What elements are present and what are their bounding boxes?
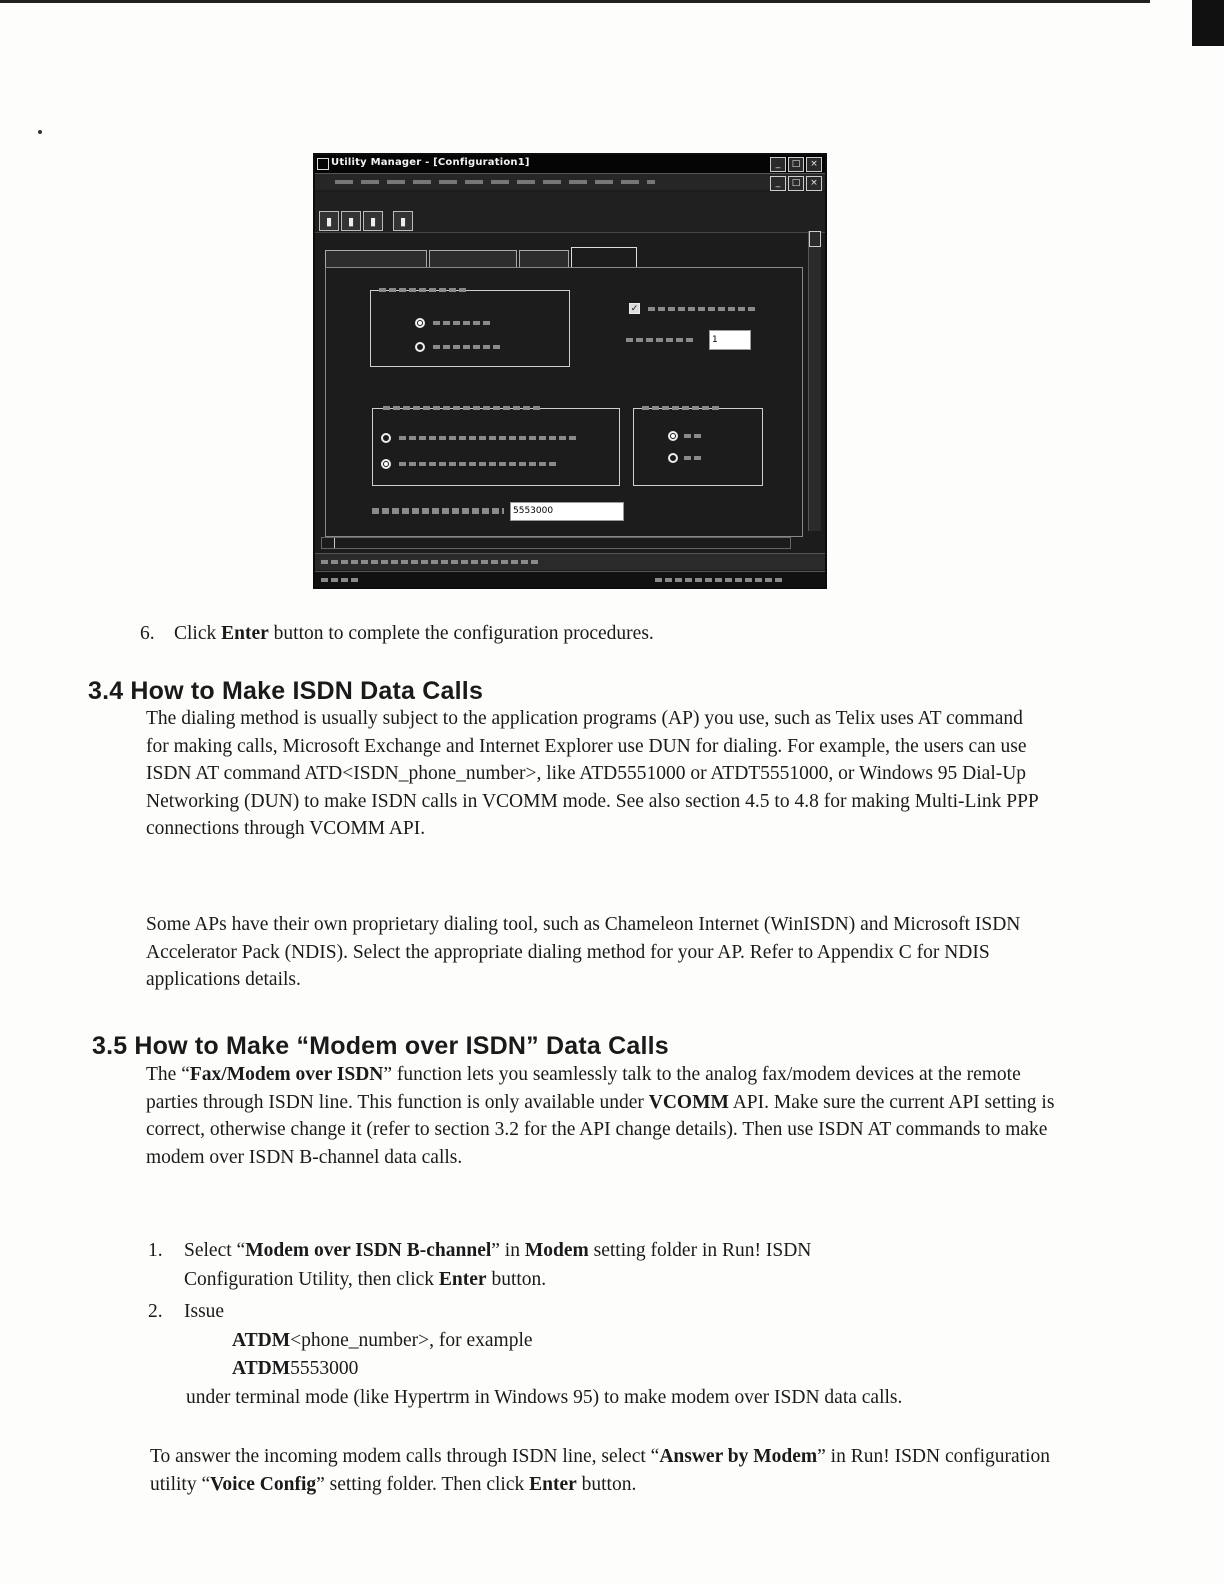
text-run: 5553000 (290, 1358, 359, 1379)
text-run: ” setting folder. Then click (316, 1473, 530, 1495)
menu-items-blurred (335, 180, 655, 184)
scan-corner-mark (1192, 0, 1224, 46)
step-6 (140, 621, 654, 647)
step-text: button to complete the configuration procedures. (268, 623, 654, 644)
tab-3[interactable] (519, 250, 569, 267)
radio-label-blurred (684, 434, 704, 438)
section-3-4-paragraph-1: The dialing method is usually subject to the application programs (AP) you use, such as Telix uses AT command for making calls, Microsoft Exchange and Internet Explorer use DUN for dialing. For example, the users can use ISDN AT command ATD<ISDN_phone_number>, like ATD5551000 or ATDT5551000, or Windows 95 Dial-Up Networking (DUN) to make ISDN calls in VCOMM mode. See also section 4.5 to 4.8 for making Multi-Link PPP connections through VCOMM API. (146, 708, 1039, 839)
list-number: 1. (148, 1240, 163, 1261)
section-number: 3.5 (92, 1032, 128, 1060)
bold-run: VCOMM (648, 1091, 729, 1113)
group-label-blurred (379, 288, 469, 292)
radio-option-1[interactable] (415, 318, 425, 328)
section-3-5-paragraph-1 (146, 1061, 1066, 1171)
text-run: Issue (184, 1301, 225, 1322)
radio-option-6[interactable] (668, 453, 678, 463)
settings-panel (325, 267, 803, 537)
group-label-blurred (383, 406, 543, 410)
command-example-2 (232, 1355, 358, 1383)
checkbox-label-blurred (648, 307, 758, 311)
radio-label-blurred (399, 436, 579, 440)
list-item-2-tail: under terminal mode (like Hypertrm in Windows 95) to make modem over ISDN data calls. (186, 1387, 903, 1408)
child-window-controls (770, 176, 822, 191)
minimize-button[interactable]: _ (770, 157, 786, 172)
child-restore-button[interactable]: □ (788, 176, 804, 191)
open-file-icon[interactable]: ▮ (341, 211, 361, 231)
text-run: ” in (491, 1240, 525, 1261)
radio-label-blurred (433, 321, 493, 325)
bold-run: Answer by Modem (659, 1446, 818, 1467)
radio-label-blurred (684, 456, 704, 460)
menu-bar[interactable] (315, 174, 825, 190)
group-label-blurred (642, 406, 722, 410)
child-minimize-button[interactable]: _ (770, 176, 786, 191)
section-title: How to Make “Modem over ISDN” Data Calls (134, 1032, 669, 1060)
spin-field[interactable]: 1 (709, 330, 751, 350)
list-item-1-line-2 (184, 1266, 546, 1294)
bold-run: Voice Config (210, 1473, 317, 1495)
phone-number-field[interactable]: 5553000 (510, 502, 624, 521)
option-group-3 (633, 408, 763, 486)
settings-tabs (325, 250, 639, 268)
radio-option-5[interactable] (668, 431, 678, 441)
scan-top-border (0, 0, 1150, 3)
text-run: ” function lets you seamlessly talk to the analog fax/modem devices at the remote parties through ISDN line. This function is only available under (146, 1064, 1021, 1113)
bold-run: Enter (529, 1473, 577, 1495)
radio-option-4[interactable] (381, 459, 391, 469)
radio-label-blurred (399, 462, 559, 466)
vertical-scrollbar[interactable] (808, 231, 821, 531)
status-text-blurred (655, 578, 785, 582)
status-text-blurred (321, 578, 361, 582)
bold-run: Modem (524, 1240, 589, 1261)
option-checkbox[interactable]: ✓ (630, 304, 639, 314)
bold-run: ATDM (232, 1358, 291, 1379)
text-run: <phone_number>, for example (290, 1330, 533, 1351)
option-group-1 (370, 290, 570, 367)
bold-run: ATDM (232, 1330, 291, 1351)
spin-label-blurred (626, 338, 696, 342)
section-3-5-heading (92, 1032, 669, 1061)
help-icon[interactable]: ▮ (393, 211, 413, 231)
text-run: ” in Run! ISDN configuration utility “ (150, 1446, 1051, 1495)
window-title: Utility Manager - [Configuration1] (331, 157, 530, 168)
status-bar (315, 553, 825, 570)
save-file-icon[interactable]: ▮ (363, 211, 383, 231)
command-example-1 (232, 1327, 533, 1355)
list-item-1 (148, 1237, 811, 1265)
bold-run: Enter (438, 1269, 487, 1290)
new-file-icon[interactable]: ▮ (319, 211, 339, 231)
close-button[interactable]: × (806, 157, 822, 172)
text-run: button. (576, 1473, 637, 1495)
text-run: Select “ (184, 1240, 246, 1261)
utility-manager-screenshot (313, 153, 827, 589)
text-run: API. Make sure the current API setting is correct, otherwise change it (refer to section 3.2 for the API change details). Then use ISDN AT commands to make modem over ISDN B-channel data calls. (146, 1091, 1055, 1168)
section-title: How to Make ISDN Data Calls (130, 677, 484, 705)
status-bar-2 (315, 571, 825, 588)
list-item-2 (148, 1298, 224, 1326)
scroll-left-arrow-icon[interactable] (322, 538, 335, 548)
radio-label-blurred (433, 345, 503, 349)
section-number: 3.4 (88, 677, 124, 705)
text-run: setting folder in Run! ISDN (588, 1240, 812, 1261)
step-text: Click (174, 623, 222, 644)
child-close-button[interactable]: × (806, 176, 822, 191)
section-3-4-paragraph-2: Some APs have their own proprietary dialing tool, such as Chameleon Internet (WinISDN) and Microsoft ISDN Accelerator Pack (NDIS). Select the appropriate dialing method for your AP. Refer to Appendix C for NDIS applications details. (146, 914, 1021, 990)
text-run: Configuration Utility, then click (184, 1269, 439, 1290)
text-run: To answer the incoming modem calls through ISDN line, select “ (150, 1446, 660, 1467)
step-bold: Enter (221, 623, 269, 644)
option-group-2 (372, 408, 620, 486)
maximize-button[interactable]: □ (788, 157, 804, 172)
bold-run: Modem over ISDN B-channel (245, 1240, 492, 1261)
text-run: button. (486, 1269, 547, 1290)
field-label-blurred (372, 508, 504, 514)
radio-option-3[interactable] (381, 433, 391, 443)
section-3-5-paragraph-2 (150, 1443, 1065, 1498)
tab-4-active[interactable] (571, 247, 637, 267)
list-number: 2. (148, 1301, 163, 1322)
tab-1[interactable] (325, 250, 427, 267)
scan-speck (38, 130, 42, 134)
toolbar (315, 192, 825, 233)
tab-2[interactable] (429, 250, 517, 267)
step-number: 6. (140, 623, 155, 644)
horizontal-scrollbar[interactable] (321, 537, 791, 549)
window-controls (770, 157, 822, 172)
system-menu-icon[interactable] (317, 158, 329, 170)
window-titlebar (315, 155, 825, 174)
scroll-up-arrow-icon[interactable] (809, 231, 821, 247)
status-text-blurred (321, 560, 541, 564)
bold-run: Fax/Modem over ISDN (189, 1064, 384, 1085)
text-run: The “ (146, 1064, 190, 1085)
section-3-4-heading (88, 677, 483, 706)
radio-option-2[interactable] (415, 342, 425, 352)
